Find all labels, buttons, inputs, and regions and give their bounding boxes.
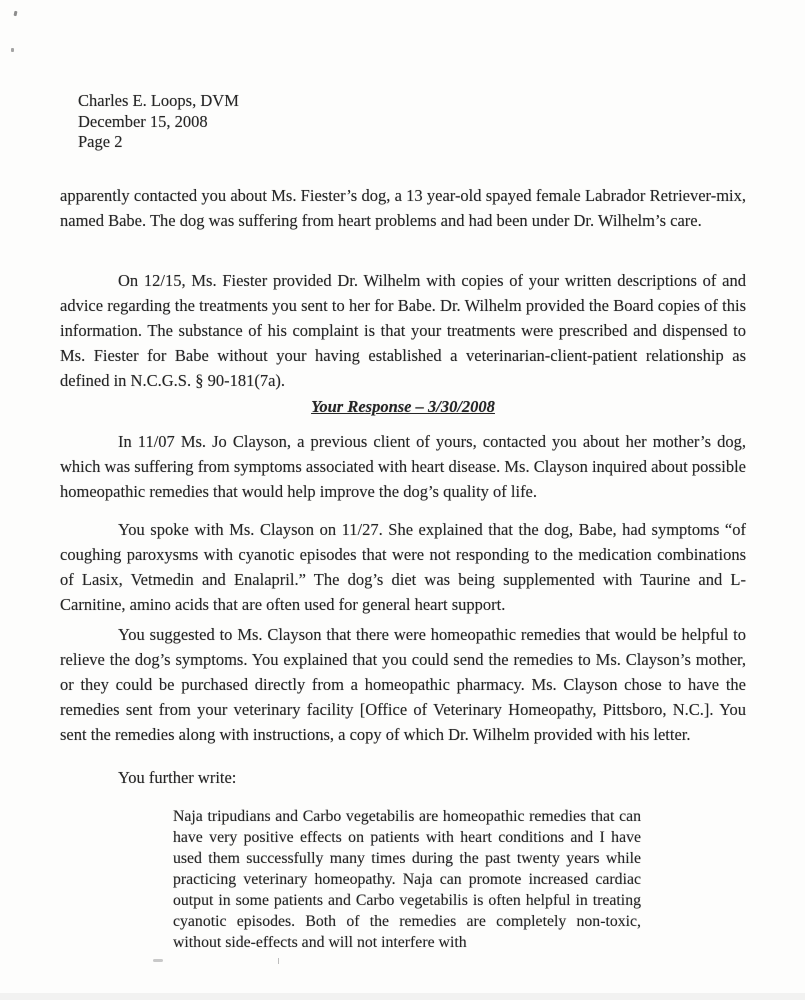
recipient-name: Charles E. Loops, DVM: [78, 91, 239, 110]
scan-smudge: [153, 959, 163, 962]
quote-lead-in: You further write:: [118, 768, 237, 787]
letter-date: December 15, 2008: [78, 111, 208, 131]
letter-header: [78, 91, 239, 153]
scan-speck: [14, 11, 18, 17]
paragraph-symptoms-medications: You spoke with Ms. Clayson on 11/27. She explained that the dog, Babe, had symptoms “of coughing paroxysms with cyanotic episodes that were not responding to the medication combinations of Lasix, Vetmedin and Enalapril.” The dog’s diet was being supplemented with Taurine and L-Carnitine, amino acids that are often used for general heart support.: [60, 520, 746, 614]
scan-tick-mark: [278, 958, 279, 964]
section-heading-your-response: Your Response – 3/30/2008: [311, 397, 495, 416]
quoted-response-text: Naja tripudians and Carbo vegetabilis are homeopathic remedies that can have very positive effects on patients with heart conditions and I have used them successfully many times during the past twenty years while practicing veterinary homeopathy. Naja can promote increased cardiac output in some patients and Carbo vegetabilis is often helpful in treating cyanotic episodes. Both of the remedies are completely non-toxic, without side-effects and will not interfere with: [173, 808, 641, 951]
page-number: Page 2: [78, 132, 123, 151]
paragraph-clayson-contact: In 11/07 Ms. Jo Clayson, a previous client of yours, contacted you about her mother’s dog, which was suffering from symptoms associated with heart disease. Ms. Clayson inquired about possible homeopathic remedies that would help improve the dog’s quality of life.: [60, 432, 746, 501]
paragraph-dog-background: apparently contacted you about Ms. Fiester’s dog, a 13 year-old spayed female Labrador Retriever-mix, named Babe. The dog was suffering from heart problems and had been under Dr. Wilhelm’s care.: [60, 186, 746, 230]
scan-bottom-edge: [0, 993, 805, 1000]
scan-speck: [11, 48, 14, 52]
paragraph-complaint-substance: On 12/15, Ms. Fiester provided Dr. Wilhelm with copies of your written descriptions of and advice regarding the treatments you sent to her for Babe. Dr. Wilhelm provided the Board copies of this information. The substance of his complaint is that your treatments were prescribed and dispensed to Ms. Fiester for Babe without your having established a veterinarian-client-patient relationship as defined in N.C.G.S. § 90-181(7a).: [60, 271, 746, 390]
paragraph-remedies-sent: You suggested to Ms. Clayson that there were homeopathic remedies that would be helpful to relieve the dog’s symptoms. You explained that you could send the remedies to Ms. Clayson’s mother, or they could be purchased directly from a homeopathic pharmacy. Ms. Clayson chose to have the remedies sent from your veterinary facility [Office of Veterinary Homeopathy, Pittsboro, N.C.]. You sent the remedies along with instructions, a copy of which Dr. Wilhelm provided with his letter.: [60, 625, 746, 744]
